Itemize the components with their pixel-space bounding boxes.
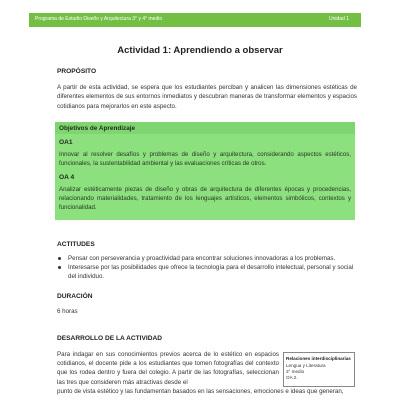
bullet-icon	[58, 257, 61, 260]
objective-code: OA1	[59, 139, 73, 146]
learning-objectives-title: Objetivos de Aprendizaje	[59, 125, 136, 132]
interdisciplinary-line: 3° medio	[286, 369, 305, 374]
interdisciplinary-box	[283, 352, 355, 387]
list-item-text: Pensar con perseverancia y proactividad para encontrar soluciones innovadoras a los problemas.	[68, 255, 336, 262]
unit-label: Unidad 1	[328, 16, 349, 22]
interdisciplinary-line: OA 2.	[286, 375, 298, 380]
proposito-heading: PROPÓSITO	[57, 68, 97, 75]
interdisciplinary-title: Relaciones interdisciplinarias	[286, 356, 351, 361]
page-header-bar	[29, 13, 361, 27]
objective-code: OA 4	[59, 174, 75, 181]
activity-title: Actividad 1: Aprendiendo a observar	[117, 45, 283, 56]
list-item-text: Interesarse por las posibilidades que ofrece la tecnología para el desarrollo intelectual, personal y social del individuo.	[68, 264, 354, 281]
learning-objectives-header	[55, 122, 355, 134]
duracion-text: 6 horas	[57, 308, 78, 315]
list-item	[57, 254, 357, 263]
program-title: Programa de Estudio Diseño y Arquitectura 3° y 4° medio	[35, 16, 163, 22]
interdisciplinary-line: Lengua y Literatura	[286, 363, 326, 368]
proposito-text: A partir de esta actividad, se espera que los estudiantes perciban y analicen las dimensiones estéticas de diferentes elementos de sus entornos inmediatos y descubran maneras de transformar elementos y espacios cotidianos para mejorarlos en este aspecto.	[57, 84, 357, 110]
actitudes-list	[57, 254, 357, 282]
bullet-icon	[58, 266, 61, 269]
learning-objectives-box	[55, 122, 355, 220]
desarrollo-text: Para indagar en sus conocimientos previos acerca de lo estético en espacios cotidianos, el docente pide a los estudiantes que tomen fotografías del contexto que los rodea dentro y fuera del colegio. A partir de las fotografías, seleccionan las tres que consideren más atractivas desde el	[57, 351, 279, 386]
objective-text: Innovar al resolver desafíos y problemas de diseño y arquitectura, considerando aspectos estéticos, funcionales, la sustentabilidad ambiental y las evaluaciones críticas de otros.	[59, 151, 351, 168]
duracion-heading: DURACIÓN	[57, 293, 93, 300]
objective-text: Analizar estéticamente piezas de diseño y obras de arquitectura de diferentes épocas y procedencias, relacionando materialidades, tratamiento de los lenguajes artísticos, elementos simbólicos, contextos y funcionalidad.	[59, 186, 351, 212]
desarrollo-heading: DESARROLLO DE LA ACTIVIDAD	[57, 335, 163, 342]
desarrollo-text-continued: punto de vista estético y las fundamentan basados en las sensaciones, emociones e ideas que generan,	[57, 388, 344, 395]
actitudes-heading: ACTITUDES	[57, 241, 95, 248]
list-item	[57, 263, 357, 281]
